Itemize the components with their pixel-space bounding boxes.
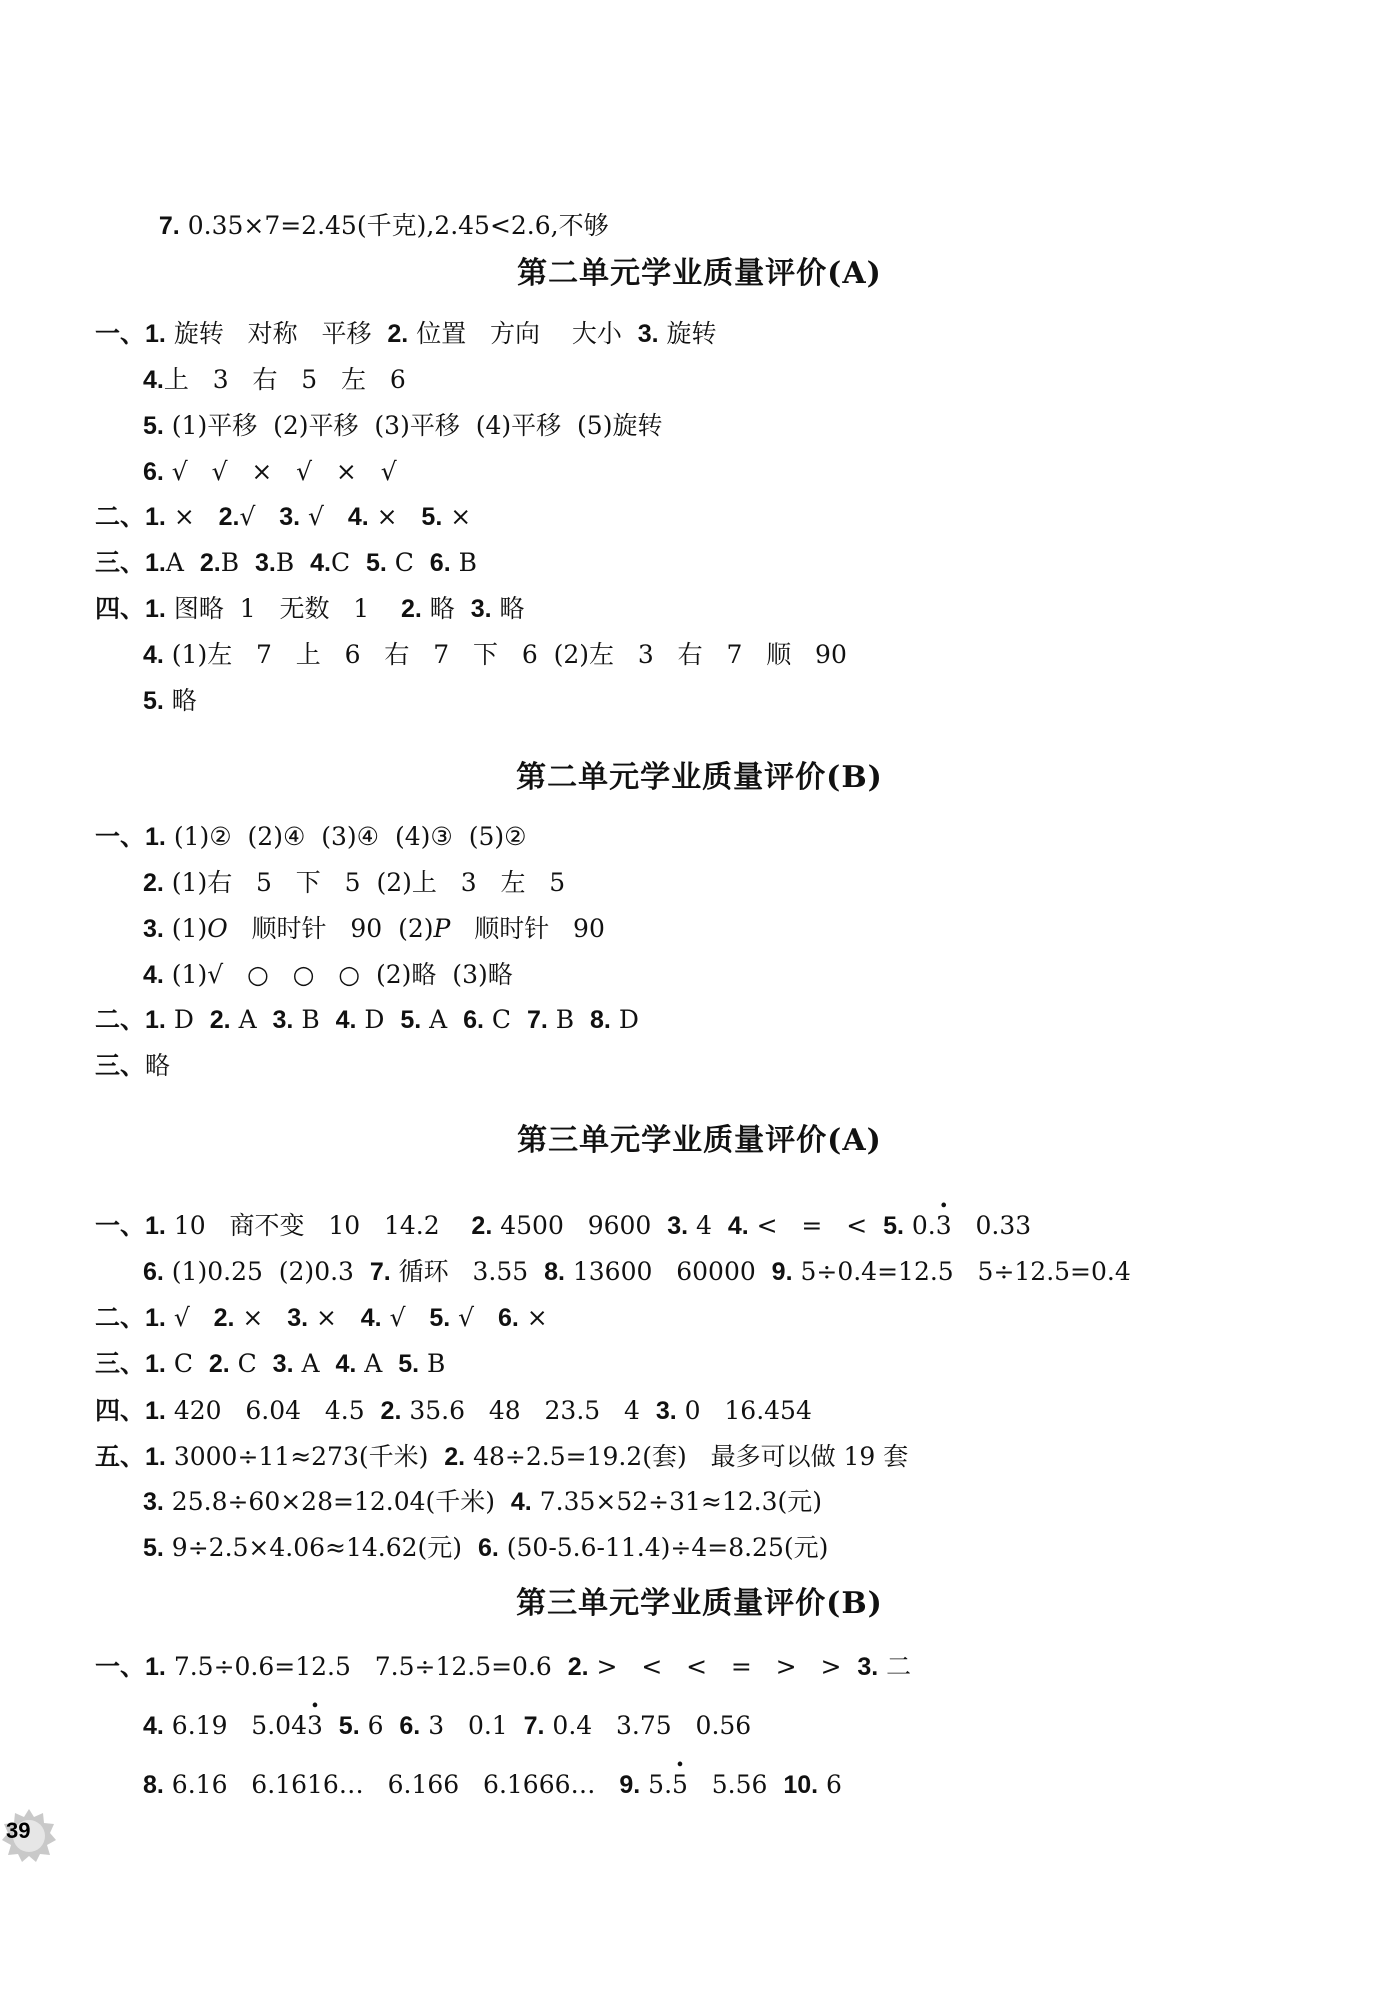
- answer-text: 25.8÷60×28=12.04(千米): [163, 1487, 511, 1516]
- item-number: 1.: [145, 1397, 166, 1425]
- item-number: 7.: [526, 1006, 548, 1034]
- item-number: 3.: [272, 1006, 294, 1034]
- answer-text: < = <: [748, 1211, 884, 1240]
- answer-text: (50-5.6-11.4)÷4=8.25(元): [498, 1533, 829, 1562]
- item-number: 2.: [199, 549, 221, 577]
- answer-text: 4: [688, 1211, 728, 1240]
- answer-text: C: [330, 548, 366, 577]
- question-group-label: 三、: [95, 549, 146, 577]
- answer-text: 0 16.454: [676, 1396, 812, 1425]
- page-number: 39: [6, 1818, 31, 1843]
- item-number: 5.: [143, 687, 164, 715]
- answer-line: [95, 1210, 1031, 1242]
- question-group-label: 一、: [95, 823, 146, 851]
- item-number: 2.: [218, 503, 240, 531]
- item-number: 5.: [365, 549, 387, 577]
- answer-line: [143, 1710, 751, 1742]
- item-number: 3.: [667, 1212, 689, 1240]
- answer-text: D: [610, 1005, 639, 1034]
- item-number: 3.: [857, 1653, 879, 1681]
- answer-text: 0.33: [951, 1211, 1032, 1240]
- item-number: 4.: [143, 1712, 164, 1740]
- answer-text: D: [356, 1005, 401, 1034]
- point-label: P: [433, 914, 451, 943]
- answer-text: > < < = > >: [588, 1652, 858, 1681]
- item-number: 2.: [380, 1397, 402, 1425]
- answer-line: [95, 1004, 639, 1036]
- item-number: 3.: [637, 320, 659, 348]
- question-group-label: 一、: [95, 1653, 146, 1681]
- answer-text: 位置 方向 大小: [408, 319, 638, 348]
- item-number: 5.: [398, 1350, 420, 1378]
- answer-line: [143, 1532, 828, 1564]
- answer-text: ×: [165, 502, 219, 531]
- item-number: 1.: [145, 595, 166, 623]
- item-number: 1.: [145, 823, 166, 851]
- answer-line: [143, 1769, 842, 1801]
- answer-text: (1)② (2)④ (3)④ (4)③ (5)②: [165, 822, 527, 851]
- intro-line: [143, 178, 609, 242]
- answer-text: 3 0.1: [420, 1711, 524, 1740]
- answer-text: C: [483, 1005, 527, 1034]
- item-number: 4.: [727, 1212, 749, 1240]
- item-number: 8.: [143, 1771, 164, 1799]
- repeating-digit: . 3: [307, 1710, 323, 1742]
- answer-line: [95, 1441, 908, 1473]
- answer-text: 上 3 右 5 左 6: [163, 365, 406, 394]
- item-number: 1.: [145, 1653, 166, 1681]
- answer-text: 略: [145, 1051, 171, 1080]
- question-group-label: 二、: [95, 1006, 146, 1034]
- item-number: 6.: [463, 1006, 484, 1034]
- item-number: 4.: [143, 366, 164, 394]
- answer-line: [143, 1256, 1131, 1288]
- answer-text: 5.56: [687, 1770, 784, 1799]
- answer-text: 图略 1 无数 1: [165, 594, 401, 623]
- repeating-digit: . 5: [672, 1769, 688, 1801]
- answer-line: [143, 639, 847, 671]
- answer-text: (1)右 5 下 5 (2)上 3 左 5: [163, 868, 566, 897]
- answer-text: C: [165, 1349, 209, 1378]
- answer-text: [323, 1711, 339, 1740]
- answer-line: [95, 547, 477, 579]
- question-group-label: 一、: [95, 320, 146, 348]
- item-number: 3.: [470, 595, 492, 623]
- item-number: 1.: [145, 1304, 166, 1332]
- item-number: 2.: [143, 869, 164, 897]
- answer-text: 循环 3.55: [390, 1257, 545, 1286]
- item-number: 1.: [145, 1443, 166, 1471]
- answer-text: D: [165, 1005, 210, 1034]
- item-number: 4.: [310, 549, 331, 577]
- item-number: 7.: [523, 1712, 545, 1740]
- item-number: 4.: [360, 1304, 382, 1332]
- answer-text: ×: [442, 502, 472, 531]
- item-number: 5.: [400, 1006, 422, 1034]
- answer-text: (1): [163, 914, 208, 943]
- answer-line: [95, 593, 525, 625]
- item-number: 2.: [209, 1006, 231, 1034]
- item-number: 3.: [143, 1488, 164, 1516]
- answer-text: B: [450, 548, 477, 577]
- item-number: 2.: [401, 595, 422, 623]
- item-number: 2.: [387, 320, 409, 348]
- section-title: 第二单元学业质量评价(A): [517, 256, 882, 291]
- answer-text: 4500 9600: [492, 1211, 668, 1240]
- item-number: 4.: [510, 1488, 532, 1516]
- answer-text: 9÷2.5×4.06≈14.62(元): [163, 1533, 478, 1562]
- item-number: 5.: [883, 1212, 904, 1240]
- item-number: 4.: [143, 961, 164, 989]
- answer-text: B: [293, 1005, 336, 1034]
- item-number: 6.: [497, 1304, 519, 1332]
- answer-text: 35.6 48 23.5 4: [401, 1396, 656, 1425]
- item-number: 10.: [783, 1771, 819, 1799]
- item-number: 1.: [145, 320, 166, 348]
- item-number: 2.: [213, 1304, 235, 1332]
- answer-text: 略: [163, 686, 197, 715]
- item-number: 4.: [347, 503, 369, 531]
- answer-text: 7.35×52÷31≈12.3(元): [531, 1487, 823, 1516]
- item-number: 5.: [338, 1712, 360, 1740]
- answer-line: [143, 1486, 822, 1518]
- item-number: 5.: [421, 503, 443, 531]
- item-number: 3.: [655, 1397, 677, 1425]
- answer-text: ×: [234, 1303, 288, 1332]
- item-number: 2.: [444, 1443, 466, 1471]
- answer-line: [143, 685, 197, 717]
- answer-line: [143, 410, 662, 442]
- answer-line: [95, 1302, 548, 1334]
- answer-text: A: [230, 1005, 273, 1034]
- item-number: 6.: [143, 1258, 164, 1286]
- answer-text: A: [165, 548, 200, 577]
- intro-text: 0.35×7=2.45(千克),2.45<2.6,不够: [179, 211, 609, 240]
- repeating-digit: . 3: [936, 1210, 952, 1242]
- item-number: 3.: [279, 503, 301, 531]
- answer-text: 0.: [903, 1211, 936, 1240]
- answer-text: ×: [518, 1303, 548, 1332]
- answer-text: 顺时针 90: [450, 914, 605, 943]
- answer-line: [95, 1651, 911, 1683]
- answer-text: 10 商不变 10 14.2: [165, 1211, 472, 1240]
- answer-line: [95, 1395, 812, 1427]
- item-number: 5.: [429, 1304, 451, 1332]
- question-group-label: 五、: [95, 1443, 146, 1471]
- answer-text: 6: [818, 1770, 842, 1799]
- answer-text: A: [421, 1005, 464, 1034]
- item-number: 5.: [143, 412, 164, 440]
- answer-text: B: [547, 1005, 591, 1034]
- item-number: 3.: [272, 1350, 294, 1378]
- answer-text: A: [356, 1349, 399, 1378]
- answer-line: [95, 501, 471, 533]
- item-number: 7.: [158, 212, 180, 240]
- question-group-label: 三、: [95, 1350, 146, 1378]
- answer-text: 6: [359, 1711, 400, 1740]
- section-title: 第二单元学业质量评价(B): [516, 760, 883, 795]
- section-title: 第三单元学业质量评价(B): [516, 1586, 883, 1621]
- answer-text: A: [293, 1349, 336, 1378]
- item-number: 9.: [619, 1771, 641, 1799]
- question-group-label: 二、: [95, 1304, 146, 1332]
- answer-text: (1)0.25 (2)0.3: [163, 1257, 370, 1286]
- answer-text: 13600 60000: [564, 1257, 772, 1286]
- answer-text: √: [300, 502, 348, 531]
- answer-text: √: [450, 1303, 498, 1332]
- answer-text: (1)左 7 上 6 右 7 下 6 (2)左 3 右 7 顺 90: [163, 640, 847, 669]
- item-number: 4.: [143, 641, 164, 669]
- item-number: 3.: [254, 549, 276, 577]
- item-number: 3.: [143, 915, 164, 943]
- item-number: 3.: [287, 1304, 309, 1332]
- item-number: 4.: [335, 1350, 357, 1378]
- item-number: 6.: [399, 1712, 421, 1740]
- answer-text: 6.19 5.04: [163, 1711, 307, 1740]
- answer-text: 顺时针 90 (2): [227, 914, 434, 943]
- item-number: 1.: [145, 1350, 166, 1378]
- item-number: 4.: [335, 1006, 357, 1034]
- answer-text: B: [275, 548, 311, 577]
- answer-text: B: [419, 1349, 446, 1378]
- item-number: 5.: [143, 1534, 164, 1562]
- answer-text: C: [386, 548, 430, 577]
- answer-text: 旋转 对称 平移: [165, 319, 388, 348]
- answer-text: 旋转: [658, 319, 717, 348]
- point-label: O: [207, 914, 228, 943]
- answer-line: [143, 456, 397, 488]
- answer-text: √: [239, 502, 280, 531]
- answer-text: √: [165, 1303, 214, 1332]
- answer-text: 6.16 6.1616… 6.166 6.1666…: [163, 1770, 620, 1799]
- question-group-label: 四、: [95, 1397, 146, 1425]
- answer-line: [95, 318, 717, 350]
- answer-text: 0.4 3.75 0.56: [544, 1711, 752, 1740]
- answer-text: √ √ × √ × √: [163, 457, 397, 486]
- item-number: 8.: [590, 1006, 611, 1034]
- item-number: 7.: [369, 1258, 391, 1286]
- answer-text: 5÷0.4=12.5 5÷12.5=0.4: [792, 1257, 1131, 1286]
- item-number: 2.: [208, 1350, 230, 1378]
- answer-line: [95, 1348, 445, 1380]
- answer-line: [95, 1050, 170, 1082]
- question-group-label: 一、: [95, 1212, 146, 1240]
- item-number: 6.: [477, 1534, 499, 1562]
- answer-text: 420 6.04 4.5: [165, 1396, 381, 1425]
- answer-line: [143, 913, 605, 945]
- answer-text: B: [220, 548, 255, 577]
- answer-text: ×: [308, 1303, 361, 1332]
- answer-text: 略: [491, 594, 525, 623]
- answer-text: ×: [368, 502, 422, 531]
- item-number: 2.: [471, 1212, 493, 1240]
- answer-text: √: [381, 1303, 430, 1332]
- question-group-label: 三、: [95, 1052, 146, 1080]
- answer-text: 5.: [640, 1770, 673, 1799]
- question-group-label: 四、: [95, 595, 146, 623]
- item-number: 1.: [145, 549, 166, 577]
- answer-line: [143, 867, 565, 899]
- answer-text: 二: [878, 1652, 912, 1681]
- answer-text: (1)√ ○ ○ ○ (2)略 (3)略: [163, 960, 513, 989]
- section-title: 第三单元学业质量评价(A): [517, 1123, 882, 1158]
- item-number: 6.: [429, 549, 451, 577]
- answer-text: C: [229, 1349, 273, 1378]
- item-number: 1.: [145, 1212, 166, 1240]
- item-number: 2.: [567, 1653, 589, 1681]
- answer-text: 略: [421, 594, 471, 623]
- item-number: 9.: [771, 1258, 793, 1286]
- answer-text: 7.5÷0.6=12.5 7.5÷12.5=0.6: [165, 1652, 568, 1681]
- answer-text: 48÷2.5=19.2(套) 最多可以做 19 套: [465, 1442, 909, 1471]
- item-number: 1.: [145, 503, 166, 531]
- answer-line: [143, 959, 513, 991]
- item-number: 6.: [143, 458, 164, 486]
- answer-line: [143, 364, 406, 396]
- answer-line: [95, 821, 527, 853]
- question-group-label: 二、: [95, 503, 146, 531]
- answer-text: 3000÷11≈273(千米): [165, 1442, 445, 1471]
- item-number: 8.: [544, 1258, 565, 1286]
- item-number: 1.: [145, 1006, 166, 1034]
- answer-text: (1)平移 (2)平移 (3)平移 (4)平移 (5)旋转: [163, 411, 663, 440]
